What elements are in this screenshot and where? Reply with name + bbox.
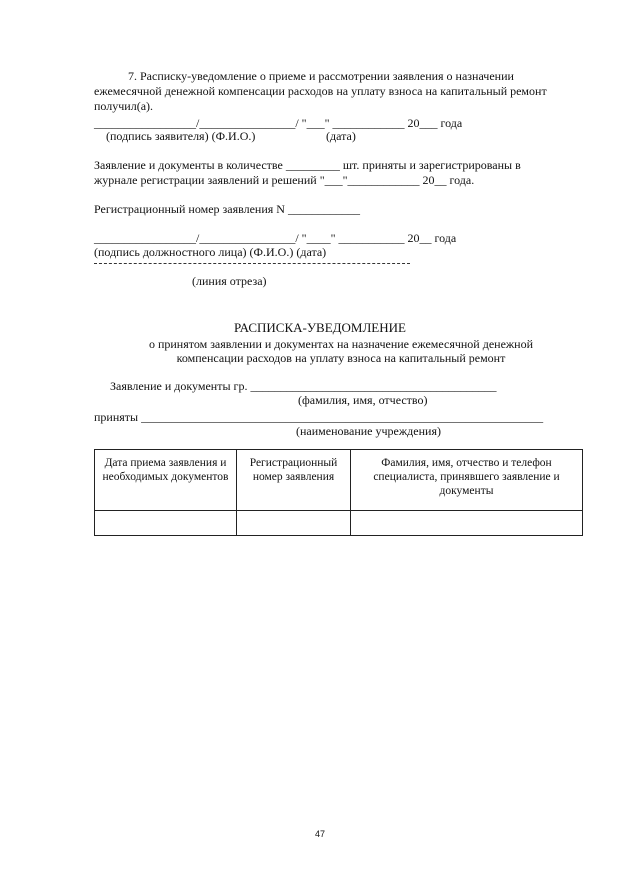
cell-reception-date[interactable] [95, 511, 237, 536]
page-number: 47 [314, 829, 325, 839]
table-row [95, 511, 583, 536]
receipt-title: РАСПИСКА-УВЕДОМЛЕНИЕ [234, 320, 406, 335]
institution-caption: (наименование учреждения) [296, 424, 441, 438]
applicant-signature-line: _________________/________________/ "___" ____________ 20___ года [94, 116, 463, 130]
item-7-line-3: получил(а). [94, 99, 154, 113]
header-registration-number: Регистрационный номер заявления [237, 450, 351, 511]
item-7-line-2: ежемесячной денежной компенсации расходов на уплату взноса на капитальный ремонт [94, 84, 547, 98]
applicant-signature-caption: (подпись заявителя) (Ф.И.О.) [106, 129, 256, 143]
registration-table [94, 449, 583, 536]
documents-count-line: Заявление и документы в количестве _________ шт. приняты и зарегистрированы в [94, 158, 521, 172]
cell-specialist[interactable] [351, 511, 583, 536]
receipt-subtitle-1: о принятом заявлении и документах на назначение ежемесячной денежной [148, 337, 534, 351]
applicant-name-caption: (фамилия, имя, отчество) [298, 393, 428, 407]
institution-line: приняты ___________________________________________________________________ [94, 410, 544, 424]
official-signature-line: _________________/________________/ "____" ___________ 20__ года [94, 231, 457, 245]
header-specialist: Фамилия, имя, отчество и телефон специалиста, принявшего заявление и документы [351, 450, 583, 511]
cut-line-label: (линия отреза) [192, 274, 267, 288]
applicant-date-caption: (дата) [326, 129, 356, 143]
registration-number-line: Регистрационный номер заявления N ____________ [94, 202, 360, 216]
cut-line [94, 263, 410, 264]
cell-registration-number[interactable] [237, 511, 351, 536]
header-reception-date: Дата приема заявления и необходимых документов [95, 450, 237, 511]
table-header-row [95, 450, 583, 511]
registration-journal-line: журнале регистрации заявлений и решений "___"____________ 20__ года. [94, 173, 475, 187]
receipt-subtitle-2: компенсации расходов на уплату взноса на капитальный ремонт [176, 351, 506, 365]
applicant-name-line: Заявление и документы гр. _________________________________________ [110, 379, 497, 393]
item-7-line-1: 7. Расписку-уведомление о приеме и рассмотрении заявления о назначении [128, 69, 514, 83]
official-signature-caption: (подпись должностного лица) (Ф.И.О.) (дата) [94, 245, 327, 259]
